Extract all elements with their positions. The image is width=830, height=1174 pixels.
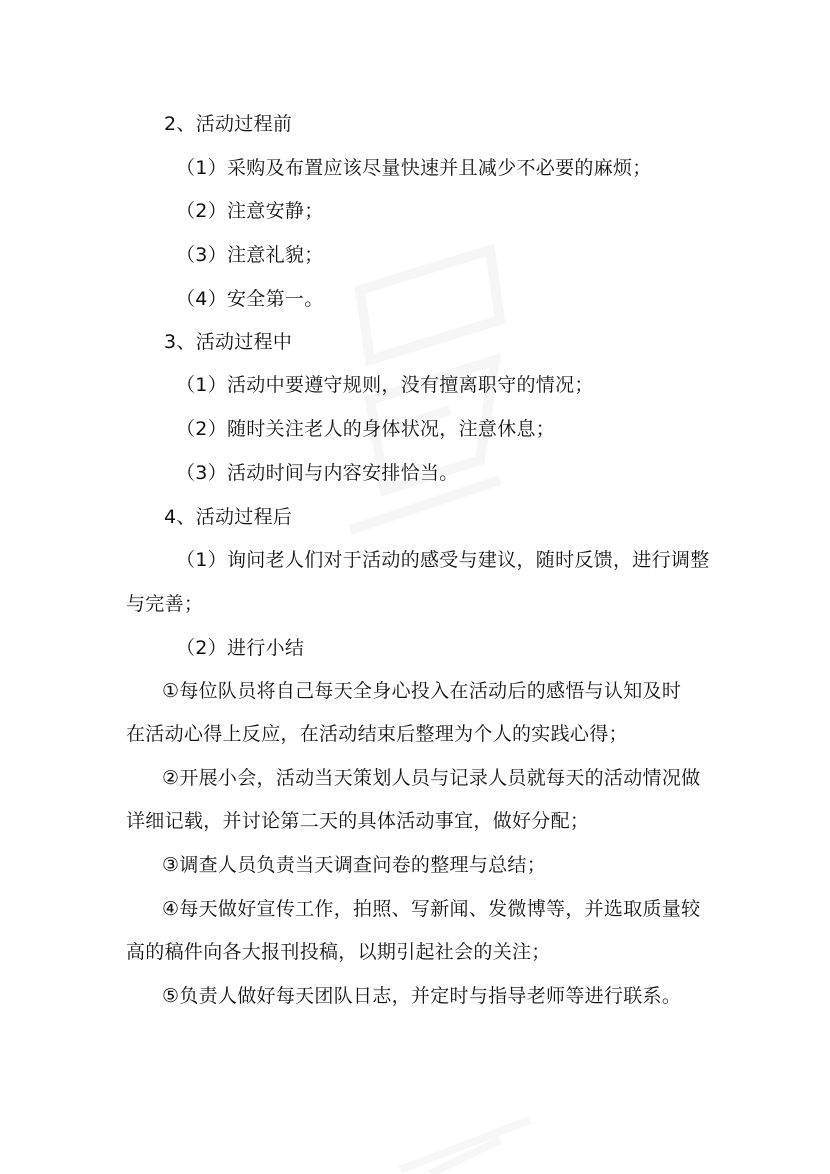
summary-item-1-continuation: 在活动心得上反应，在活动结束后整理为个人的实践心得； xyxy=(126,723,628,745)
summary-item-2-continuation: 详细记载，并讨论第二天的具体活动事宜，做好分配； xyxy=(126,810,590,832)
list-item: （2）进行小结 xyxy=(176,637,305,659)
summary-item-4-continuation: 高的稿件向各大报刊投稿，以期引起社会的关注； xyxy=(126,941,551,963)
list-item: （2）随时关注老人的身体状况，注意休息； xyxy=(176,418,556,440)
watermark-graphic xyxy=(330,230,520,570)
summary-item-5: ⑤负责人做好每天团队日志，并定时与指导老师等进行联系。 xyxy=(162,985,682,1007)
summary-item-2: ②开展小会，活动当天策划人员与记录人员就每天的活动情况做 xyxy=(162,767,701,789)
list-item: （4）安全第一。 xyxy=(176,288,324,310)
list-item-continuation: 与完善； xyxy=(126,593,204,615)
section-heading-before: 2、活动过程前 xyxy=(164,113,293,135)
section-heading-during: 3、活动过程中 xyxy=(164,331,293,353)
list-item: （2）注意安静； xyxy=(176,200,324,222)
list-item: （3）活动时间与内容安排恰当。 xyxy=(176,462,459,484)
watermark-graphic-bottom xyxy=(380,1110,550,1174)
list-item: （1）采购及布置应该尽量快速并且减少不必要的麻烦； xyxy=(176,157,652,179)
list-item: （3）注意礼貌； xyxy=(176,244,324,266)
summary-item-4: ④每天做好宣传工作，拍照、写新闻、发微博等，并选取质量较 xyxy=(162,898,701,920)
summary-item-1: ①每位队员将自己每天全身心投入在活动后的感悟与认知及时 xyxy=(162,680,682,702)
section-heading-after: 4、活动过程后 xyxy=(164,506,293,528)
summary-item-3: ③调查人员负责当天调查问卷的整理与总结； xyxy=(162,854,547,876)
list-item: （1）询问老人们对于活动的感受与建议，随时反馈，进行调整 xyxy=(176,549,710,571)
list-item: （1）活动中要遵守规则，没有擅离职守的情况； xyxy=(176,374,594,396)
